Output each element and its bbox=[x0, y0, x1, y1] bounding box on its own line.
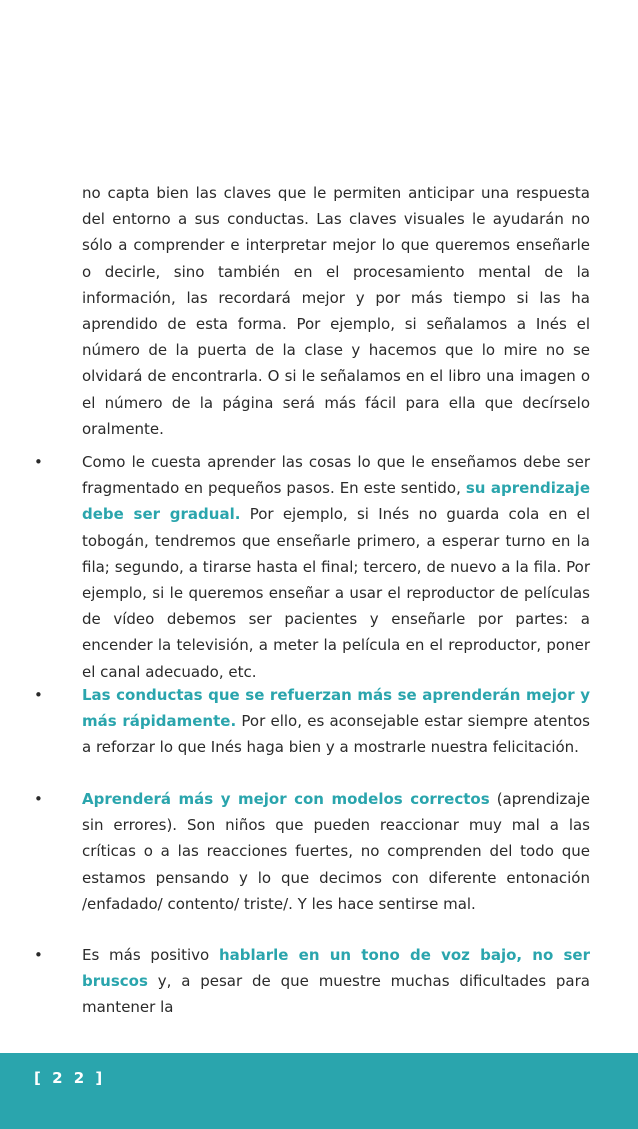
bullet-paragraph bbox=[82, 942, 590, 1021]
bullet-icon: • bbox=[34, 946, 43, 964]
highlighted-text: su aprendizaje debe ser gradual. bbox=[82, 479, 590, 524]
highlighted-text: Las conductas que se refuerzan más se aprenderán mejor y más rápidamente. bbox=[82, 686, 590, 731]
highlighted-text: Aprenderá más y mejor con modelos correctos bbox=[82, 790, 490, 808]
paragraph-text: y, a pesar de que muestre muchas dificultades para mantener la bbox=[82, 972, 590, 1017]
bullet-paragraph bbox=[82, 449, 590, 685]
paragraph-text: Es más positivo bbox=[82, 946, 219, 964]
paragraph-text: Por ello, es aconsejable estar siempre atentos a reforzar lo que Inés haga bien y a mostrarle nuestra felicitación. bbox=[82, 712, 590, 757]
highlighted-text: hablarle en un tono de voz bajo, no ser bruscos bbox=[82, 946, 590, 991]
paragraph-text: no capta bien las claves que le permiten anticipar una respuesta del entorno a sus conductas. Las claves visuales le ayudarán no sólo a comprender e interpretar mejor lo que queremos enseñarle o decirle, sino también en el procesamiento mental de la información, las recordará mejor y por más tiempo si las ha aprendido de esta forma. Por ejemplo, si señalamos a Inés el número de la puerta de la clase y hacemos que lo mire no se olvidará de encontrarla. O si le señalamos en el libro una imagen o el número de la página será más fácil para ella que decírselo oralmente. bbox=[82, 184, 590, 438]
paragraph-text: Como le cuesta aprender las cosas lo que le enseñamos debe ser fragmentado en pequeños pasos. En este sentido, bbox=[82, 453, 590, 498]
bullet-icon: • bbox=[34, 453, 43, 471]
paragraph bbox=[82, 180, 590, 442]
page-number: [ 2 2 ] bbox=[34, 1069, 106, 1087]
bullet-paragraph bbox=[82, 682, 590, 761]
paragraph-text: Por ejemplo, si Inés no guarda cola en el tobogán, tendremos que enseñarle primero, a esperar turno en la fila; segundo, a tirarse hasta el final; tercero, de nuevo a la fila. Por ejemplo, si le queremos enseñar a usar el reproductor de películas de vídeo debemos ser pacientes y enseñarle por partes: a encender la televisión, a meter la película en el reproductor, poner el canal adecuado, etc. bbox=[82, 505, 591, 681]
bullet-icon: • bbox=[34, 686, 43, 704]
bullet-paragraph bbox=[82, 786, 590, 917]
footer-bar bbox=[0, 1053, 638, 1129]
paragraph-text: (aprendizaje sin errores). Son niños que pueden reaccionar muy mal a las críticas o a las reacciones fuertes, no comprenden del todo que estamos pensando y lo que decimos con diferente entonación /enfadado/ contento/ triste/. Y les hace sentirse mal. bbox=[82, 790, 590, 913]
bullet-icon: • bbox=[34, 790, 43, 808]
